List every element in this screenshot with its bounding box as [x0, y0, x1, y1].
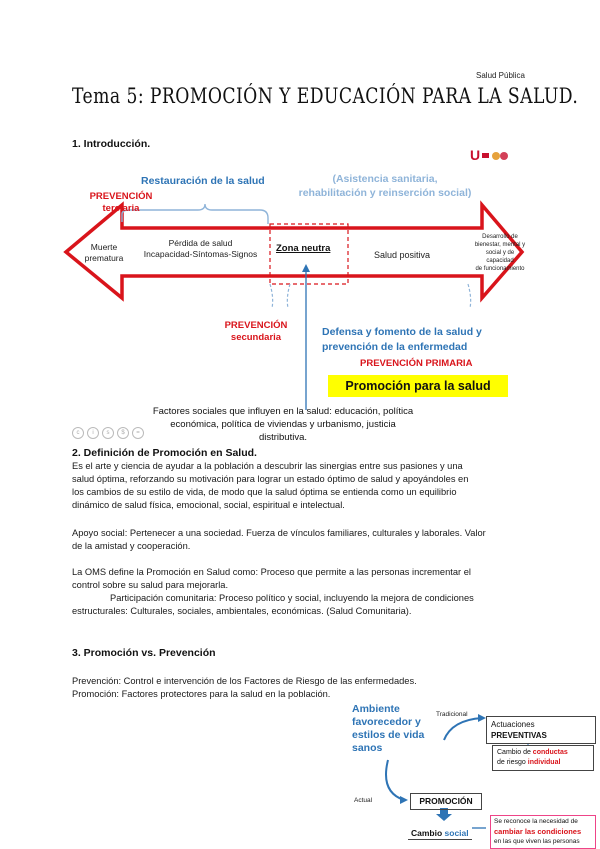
- social-change-keyword: social: [444, 828, 469, 838]
- def-line-2: salud óptima, reforzando su motivación para lograr un estado óptimo de salud y apoyándoles en: [72, 474, 469, 484]
- tertiary-prevention-label: [86, 191, 156, 215]
- social-support-paragraph: [72, 527, 542, 553]
- behavior-prefix-1: Cambio de: [497, 749, 533, 756]
- death-line-1: Muerte: [90, 242, 118, 252]
- promotion-down-arrow-head: [436, 814, 452, 821]
- positive-health-label: Salud positiva: [374, 250, 431, 260]
- secondary-line-2: secundaria: [230, 332, 282, 343]
- wellbeing-line-1: Desarrollo de: [482, 234, 518, 240]
- cc-icon: c: [72, 427, 84, 439]
- attribution-icon: i: [87, 427, 99, 439]
- behavior-keyword-1: conductas: [532, 749, 568, 756]
- page-title: Tema 5: PROMOCIÓN Y EDUCACIÓN PARA LA SALUD.: [72, 84, 579, 108]
- loss-line-1: Pérdida de salud: [168, 238, 233, 248]
- defense-line-2: prevención de la enfermedad: [322, 341, 468, 353]
- definition-paragraph: [72, 460, 542, 512]
- social-factors-text: [148, 405, 418, 444]
- env-line-1: Ambiente: [352, 703, 400, 715]
- preventive-actions-box: [486, 716, 596, 744]
- def-line-3: los cambios de su estilo de vida, de modo que la salud óptima se entienda como un equilibrio: [72, 487, 457, 497]
- defense-label: [322, 325, 482, 355]
- secondary-line-1: PREVENCIÓN: [224, 320, 288, 331]
- defense-line-1: Defensa y fomento de la salud y: [322, 326, 482, 338]
- recognition-box: [490, 815, 596, 849]
- section-heading-definition: 2. Definición de Promoción en Salud.: [72, 447, 257, 459]
- section-heading-vs: 3. Promoción vs. Prevención: [72, 647, 216, 659]
- vs-paragraph: [72, 675, 542, 701]
- nd-icon: =: [132, 427, 144, 439]
- tertiary-line-1: PREVENCIÓN: [89, 191, 153, 202]
- restoration-label: Restauración de la salud: [141, 175, 265, 187]
- wellbeing-label: [474, 233, 526, 273]
- assistance-line-1: (Asistencia sanitaria,: [332, 173, 438, 185]
- health-promotion-box: Promoción para la salud: [328, 375, 508, 397]
- wellbeing-line-4: de funcionamiento: [475, 266, 525, 272]
- recognition-line-2: cambiar las condiciones: [494, 827, 582, 836]
- promotion-box: PROMOCIÓN: [410, 793, 482, 810]
- def-line-4: dinámico de salud física, emocional, social, espiritual e intelectual.: [72, 500, 345, 510]
- community-line-1: Participación comunitaria: Proceso político y social, incluyendo la mejora de condiciones: [110, 593, 474, 603]
- behavior-change-box: [492, 745, 594, 771]
- oms-line-2: control sobre su salud para mejorarla.: [72, 580, 229, 590]
- nc-icon: $: [117, 427, 129, 439]
- primary-prevention-label: PREVENCIÓN PRIMARIA: [360, 358, 473, 369]
- secondary-prevention-label: [220, 320, 292, 344]
- factors-line-2: económica, política de viviendas y urbanismo, justicia distributiva.: [170, 419, 396, 443]
- primary-connector-left: [287, 284, 290, 308]
- wellbeing-line-3: social y de capacidad: [485, 250, 515, 264]
- traditional-label: Tradicional: [436, 711, 468, 718]
- recognition-line-3: en las que viven las personas: [494, 838, 580, 845]
- factors-line-1: Factores sociales que influyen en la salud: educación, política: [152, 406, 414, 417]
- subject-label: Salud Pública: [476, 71, 525, 80]
- actual-curve-head: [400, 796, 408, 804]
- tertiary-line-2: terciaria: [102, 203, 140, 214]
- oms-paragraph: [72, 566, 542, 592]
- section-heading-intro: 1. Introducción.: [72, 138, 151, 150]
- oms-line-1: La OMS define la Promoción en Salud como: Proceso que permite a las personas incrementar el: [72, 567, 471, 577]
- def-line-1: Es el arte y ciencia de ayudar a la población a descubrir las sinergias entre sus pasiones y una: [72, 461, 463, 471]
- university-logo: [470, 148, 520, 162]
- community-line-2: estructurales: Culturales, sociales, ambientales, económicas. (Salud Comunitaria).: [72, 606, 412, 616]
- social-change-box: [408, 827, 472, 840]
- actual-label: Actual: [354, 797, 373, 804]
- license-icons: [72, 427, 144, 439]
- health-loss-label: [133, 238, 268, 260]
- neutral-zone-label: Zona neutra: [276, 243, 331, 254]
- traditional-curve-head: [478, 714, 486, 722]
- secondary-connector: [270, 284, 273, 308]
- support-line-2: de la amistad y cooperación.: [72, 541, 191, 551]
- svg-text:U: U: [470, 148, 481, 162]
- social-change-prefix: Cambio: [411, 828, 445, 838]
- death-line-2: prematura: [84, 253, 124, 263]
- support-line-1: Apoyo social: Pertenecer a una sociedad. Fuerza de vínculos familiares, culturales y laborales. Valor: [72, 528, 486, 538]
- assistance-label: [298, 172, 472, 200]
- env-line-4: sanos: [352, 742, 383, 754]
- env-line-2: favorecedor y: [352, 716, 421, 728]
- actual-curve: [386, 760, 404, 800]
- community-paragraph: [72, 592, 542, 618]
- assistance-line-2: rehabilitación y reinserción social): [298, 187, 472, 199]
- preventive-keyword: PREVENTIVAS: [491, 731, 547, 740]
- premature-death-label: [82, 242, 126, 264]
- wellbeing-line-2: bienestar, mental y: [474, 242, 526, 248]
- env-line-3: estilos de vida: [352, 729, 425, 741]
- vs-line-2: Promoción: Factores protectores para la salud en la población.: [72, 689, 331, 699]
- preventive-prefix: Actuaciones: [491, 720, 535, 729]
- recognition-line-1: Se reconoce la necesidad de: [494, 818, 578, 825]
- traditional-curve: [444, 718, 482, 740]
- loss-line-2: Incapacidad-Síntomas-Signos: [143, 249, 258, 259]
- vs-line-1: Prevención: Control e intervención de los Factores de Riesgo de las enfermedades.: [72, 676, 417, 686]
- behavior-keyword-2: individual: [527, 759, 561, 766]
- behavior-prefix-2: de riesgo: [497, 759, 528, 766]
- environment-label: [352, 703, 424, 755]
- primary-connector-right: [468, 284, 471, 308]
- share-icon: s: [102, 427, 114, 439]
